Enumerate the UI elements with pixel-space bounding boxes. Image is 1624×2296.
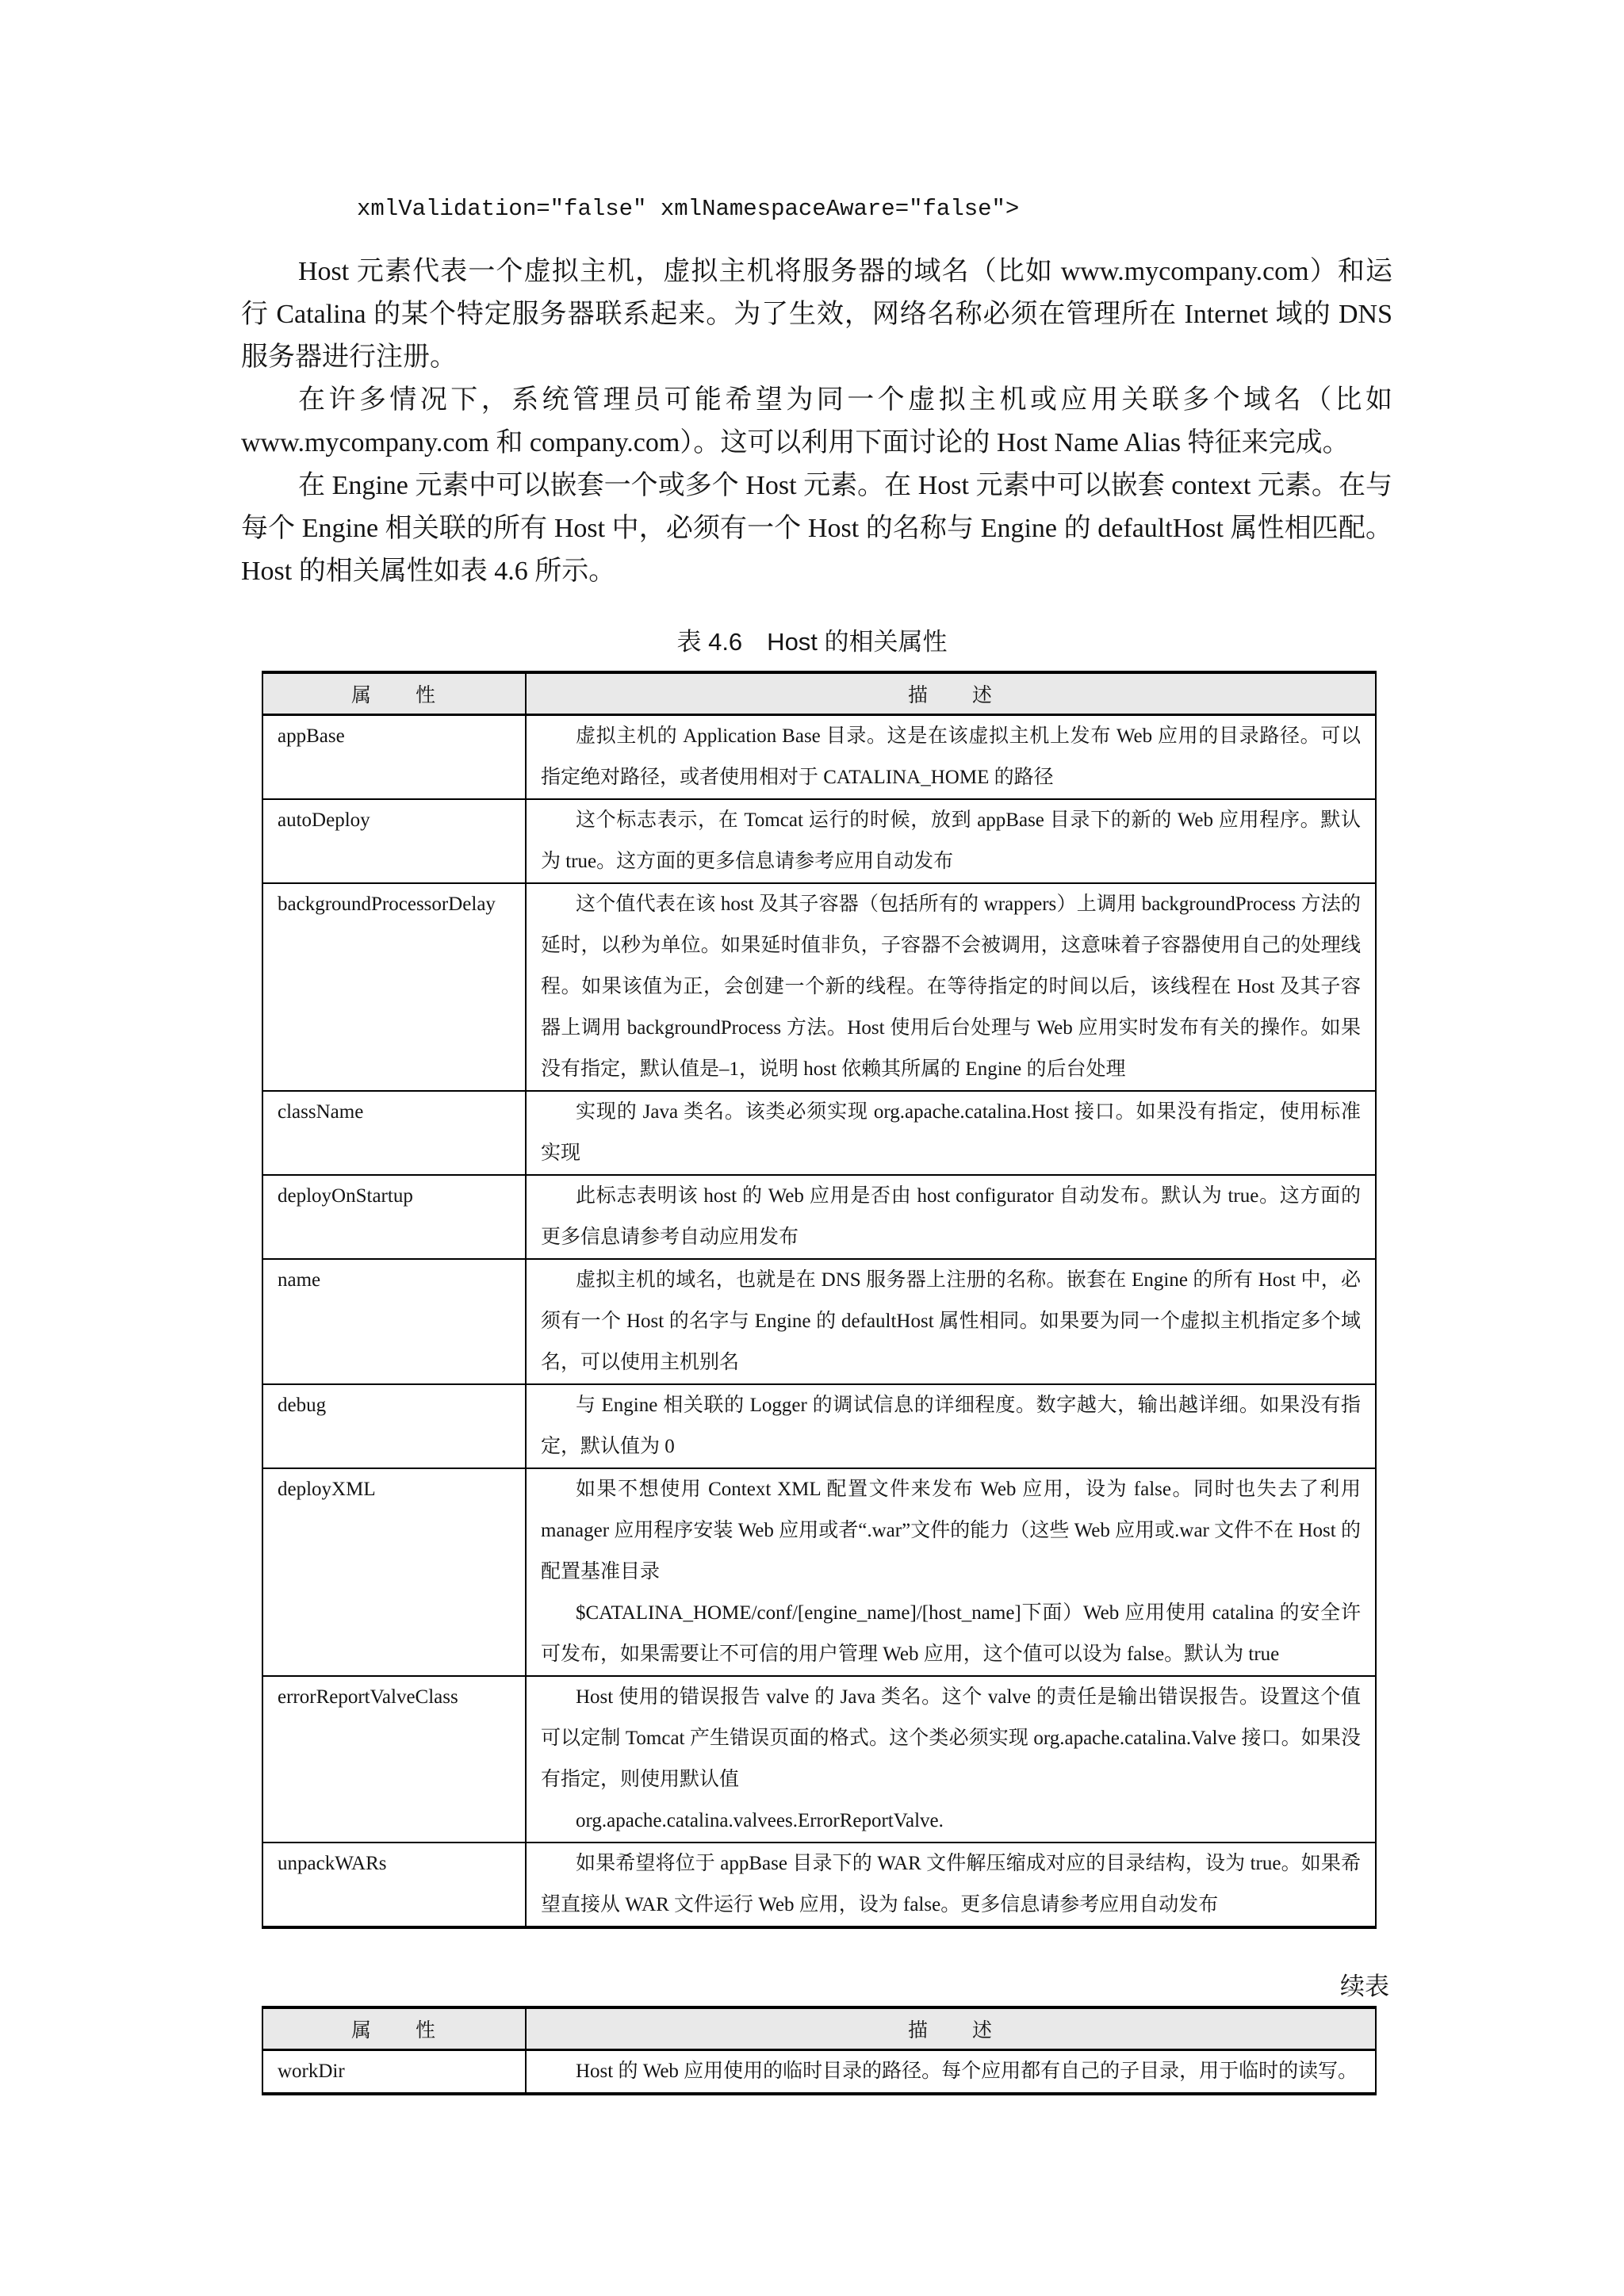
description-paragraph: 与 Engine 相关联的 Logger 的调试信息的详细程度。数字越大，输出越详细。如果没有指定，默认值为 0: [541, 1395, 1361, 1457]
attribute-name: autoDeploy: [262, 799, 526, 883]
host-attributes-table-continued: [262, 2006, 1377, 2095]
table-row: [262, 799, 1376, 883]
attribute-description: [526, 1259, 1376, 1384]
description-paragraph: 此标志表明该 host 的 Web 应用是否由 host configurator 自动发布。默认为 true。这方面的更多信息请参考自动应用发布: [541, 1185, 1361, 1248]
table-body: [262, 2050, 1376, 2095]
host-attributes-table: [262, 671, 1377, 1929]
table-row: [262, 2050, 1376, 2095]
header-description: 描 述: [526, 672, 1376, 715]
attribute-name: unpackWARs: [262, 1843, 526, 1927]
code-line: xmlValidation="false" xmlNamespaceAware="false">: [357, 196, 1020, 222]
attribute-description: [526, 1384, 1376, 1468]
table-row: [262, 1091, 1376, 1175]
paragraph-engine-host: 在 Engine 元素中可以嵌套一个或多个 Host 元素。在 Host 元素中可以嵌套 context 元素。在与每个 Engine 相关联的所有 Host 中，必须有一个 Host 的名称与 Engine 的 defaultHost 属性相匹配。Host 的相关属性如表 4.6 所示。: [241, 471, 1392, 586]
attribute-name: deployOnStartup: [262, 1175, 526, 1259]
attribute-name: deployXML: [262, 1468, 526, 1676]
attribute-description: [526, 1676, 1376, 1843]
table-row: [262, 1384, 1376, 1468]
continued-label: 续表: [1340, 1973, 1389, 2000]
attribute-name: className: [262, 1091, 526, 1175]
description-paragraph: 虚拟主机的域名，也就是在 DNS 服务器上注册的名称。嵌套在 Engine 的所有 Host 中，必须有一个 Host 的名字与 Engine 的 defaultHost 属性相同。如果要为同一个虚拟主机指定多个域名，可以使用主机别名: [541, 1269, 1361, 1373]
attribute-description: [526, 1091, 1376, 1175]
table-row: [262, 1468, 1376, 1676]
table-row: [262, 1175, 1376, 1259]
attribute-description: [526, 799, 1376, 883]
description-paragraph: 实现的 Java 类名。该类必须实现 org.apache.catalina.Host 接口。如果没有指定，使用标准实现: [541, 1101, 1361, 1164]
table-row: [262, 1676, 1376, 1843]
attribute-name: debug: [262, 1384, 526, 1468]
table-header-row: [262, 2007, 1376, 2050]
header-attribute: 属 性: [262, 2007, 526, 2050]
description-paragraph: 虚拟主机的 Application Base 目录。这是在该虚拟主机上发布 Web 应用的目录路径。可以指定绝对路径，或者使用相对于 CATALINA_HOME 的路径: [541, 725, 1361, 788]
description-paragraph: 这个标志表示，在 Tomcat 运行的时候，放到 appBase 目录下的新的 Web 应用程序。默认为 true。这方面的更多信息请参考应用自动发布: [541, 809, 1361, 872]
attribute-description: [526, 883, 1376, 1091]
table-row: [262, 883, 1376, 1091]
attribute-name: backgroundProcessorDelay: [262, 883, 526, 1091]
attribute-description: [526, 2050, 1376, 2095]
attribute-description: [526, 715, 1376, 800]
attribute-description: [526, 1843, 1376, 1927]
table-caption: 表 4.6 Host 的相关属性: [676, 628, 948, 656]
paragraph-host-alias: 在许多情况下，系统管理员可能希望为同一个虚拟主机或应用关联多个域名（比如 www.mycompany.com 和 company.com）。这可以利用下面讨论的 Host Name Alias 特征来完成。: [241, 385, 1392, 457]
table-body: [262, 715, 1376, 1928]
attribute-name: name: [262, 1259, 526, 1384]
attribute-name: workDir: [262, 2050, 526, 2095]
header-description: 描 述: [526, 2007, 1376, 2050]
paragraph-host-intro: Host 元素代表一个虚拟主机，虚拟主机将服务器的域名（比如 www.mycompany.com）和运行 Catalina 的某个特定服务器联系起来。为了生效，网络名称必须在管理所在 Internet 域的 DNS 服务器进行注册。: [241, 257, 1392, 372]
description-paragraph: 如果希望将位于 appBase 目录下的 WAR 文件解压缩成对应的目录结构，设为 true。如果希望直接从 WAR 文件运行 Web 应用，设为 false。更多信息请参考应用自动发布: [541, 1853, 1361, 1915]
description-paragraph: 如果不想使用 Context XML 配置文件来发布 Web 应用，设为 false。同时也失去了利用 manager 应用程序安装 Web 应用或者“.war”文件的能力（这些 Web 应用或.war 文件不在 Host 的配置基准目录: [541, 1479, 1361, 1582]
table-row: [262, 1259, 1376, 1384]
description-paragraph: 这个值代表在该 host 及其子容器（包括所有的 wrappers）上调用 backgroundProcess 方法的延时，以秒为单位。如果延时值非负，子容器不会被调用，这意味着子容器使用自己的处理线程。如果该值为正，会创建一个新的线程。在等待指定的时间以后，该线程在 Host 及其子容器上调用 backgroundProcess 方法。Host 使用后台处理与 Web 应用实时发布有关的操作。如果没有指定，默认值是–1，说明 host 依赖其所属的 Engine 的后台处理: [541, 894, 1361, 1080]
table-row: [262, 1843, 1376, 1927]
table-row: [262, 715, 1376, 800]
description-paragraph: org.apache.catalina.valvees.ErrorReportValve.: [576, 1810, 944, 1831]
header-attribute: 属 性: [262, 672, 526, 715]
description-paragraph: Host 的 Web 应用使用的临时目录的路径。每个应用都有自己的子目录，用于临时的读写。: [576, 2061, 1358, 2082]
attribute-name: appBase: [262, 715, 526, 800]
attribute-description: [526, 1468, 1376, 1676]
description-paragraph: Host 使用的错误报告 valve 的 Java 类名。这个 valve 的责任是输出错误报告。设置这个值可以定制 Tomcat 产生错误页面的格式。这个类必须实现 org.apache.catalina.Valve 接口。如果没有指定，则使用默认值: [541, 1686, 1361, 1790]
attribute-name: errorReportValveClass: [262, 1676, 526, 1843]
description-paragraph: $CATALINA_HOME/conf/[engine_name]/[host_name]下面）Web 应用使用 catalina 的安全许可发布，如果需要让不可信的用户管理 Web 应用，这个值可以设为 false。默认为 true: [541, 1602, 1361, 1665]
attribute-description: [526, 1175, 1376, 1259]
table-header-row: [262, 672, 1376, 715]
